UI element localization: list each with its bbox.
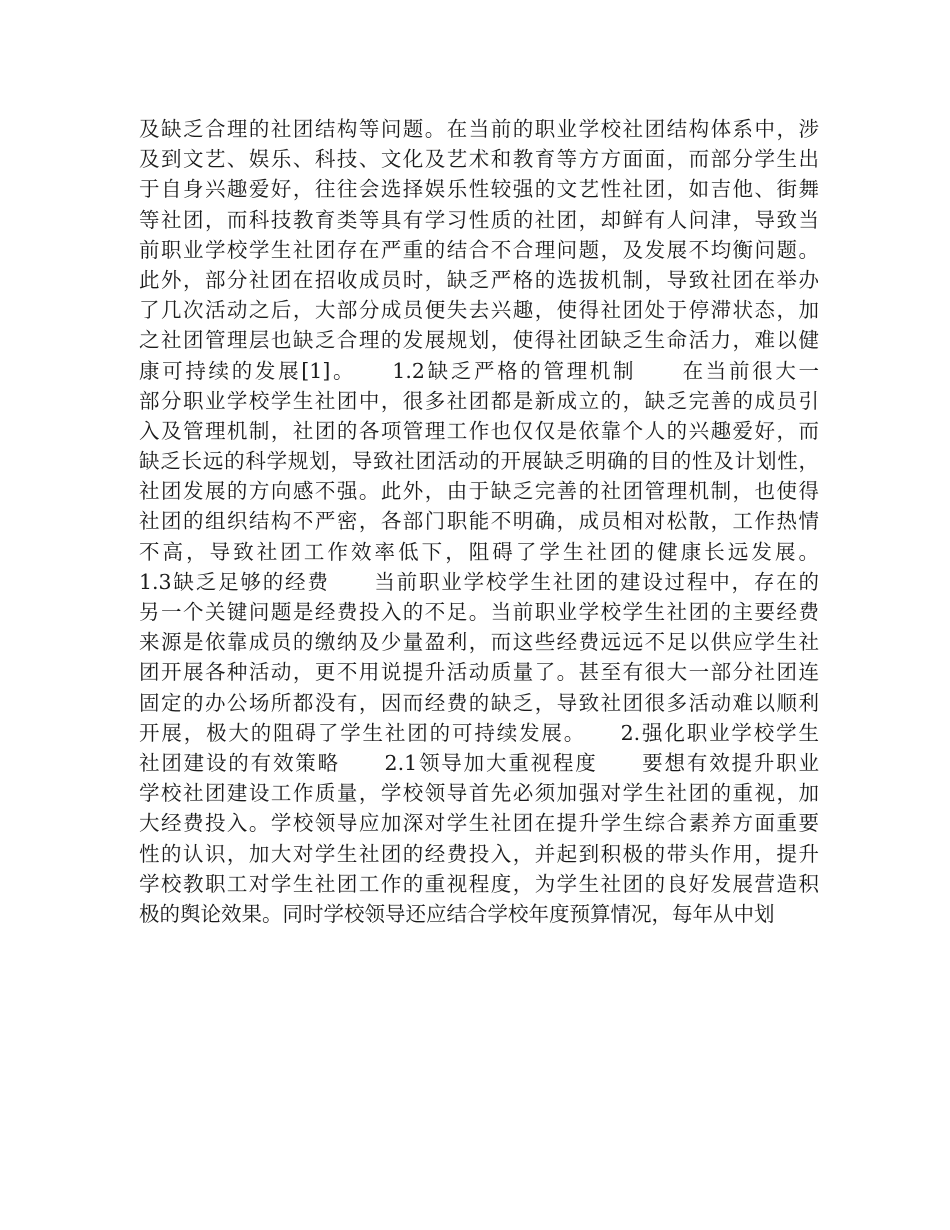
text-line: 社团建设的有效策略 2.1领导加大重视程度 要想有效提升职业 [139, 750, 819, 775]
text-line: 来源是依靠成员的缴纳及少量盈利，而这些经费远远不足以供应学生社 [139, 630, 819, 655]
text-line: 性的认识，加大对学生社团的经费投入，并起到积极的带头作用，提升 [139, 841, 819, 866]
text-line: 康可持续的发展[1]。 1.2缺乏严格的管理机制 在当前很大一 [139, 358, 819, 383]
text-line: 极的舆论效果。同时学校领导还应结合学校年度预算情况，每年从中划 [139, 901, 775, 926]
text-line: 大经费投入。学校领导应加深对学生社团在提升学生综合素养方面重要 [139, 811, 819, 836]
text-line: 了几次活动之后，大部分成员便失去兴趣，使得社团处于停滞状态，加 [139, 298, 819, 323]
text-line: 缺乏长远的科学规划，导致社团活动的开展缺乏明确的目的性及计划性， [139, 449, 819, 474]
text-line: 学校社团建设工作质量，学校领导首先必须加强对学生社团的重视，加 [139, 781, 819, 806]
body-text [139, 114, 819, 929]
text-line: 部分职业学校学生社团中，很多社团都是新成立的，缺乏完善的成员引 [139, 388, 819, 413]
text-line: 社团的组织结构不严密，各部门职能不明确，成员相对松散，工作热情 [139, 509, 819, 534]
text-line: 等社团，而科技教育类等具有学习性质的社团，却鲜有人问津，导致当 [139, 207, 819, 232]
text-line: 固定的办公场所都没有，因而经费的缺乏，导致社团很多活动难以顺利 [139, 690, 819, 715]
text-line: 之社团管理层也缺乏合理的发展规划，使得社团缺乏生命活力，难以健 [139, 328, 819, 353]
text-line: 团开展各种活动，更不用说提升活动质量了。甚至有很大一部分社团连 [139, 660, 819, 685]
text-line: 开展，极大的阻碍了学生社团的可持续发展。 2.强化职业学校学生 [139, 720, 819, 745]
text-line: 社团发展的方向感不强。此外，由于缺乏完善的社团管理机制，也使得 [139, 479, 819, 504]
text-line: 入及管理机制，社团的各项管理工作也仅仅是依靠个人的兴趣爱好，而 [139, 418, 819, 443]
text-line: 于自身兴趣爱好，往往会选择娱乐性较强的文艺性社团，如吉他、街舞 [139, 177, 819, 202]
text-line: 不高，导致社团工作效率低下，阻碍了学生社团的健康长远发展。 [139, 539, 819, 564]
text-line: 1.3缺乏足够的经费 当前职业学校学生社团的建设过程中，存在的 [139, 569, 819, 594]
text-line: 另一个关键问题是经费投入的不足。当前职业学校学生社团的主要经费 [139, 600, 819, 624]
text-line: 及缺乏合理的社团结构等问题。在当前的职业学校社团结构体系中，涉 [139, 117, 819, 141]
text-line: 前职业学校学生社团存在严重的结合不合理问题，及发展不均衡问题。 [139, 237, 819, 262]
text-line: 此外，部分社团在招收成员时，缺乏严格的选拔机制，导致社团在举办 [139, 267, 819, 292]
text-line: 及到文艺、娱乐、科技、文化及艺术和教育等方方面面，而部分学生出 [139, 147, 819, 172]
text-line: 学校教职工对学生社团工作的重视程度，为学生社团的良好发展营造积 [139, 871, 819, 896]
